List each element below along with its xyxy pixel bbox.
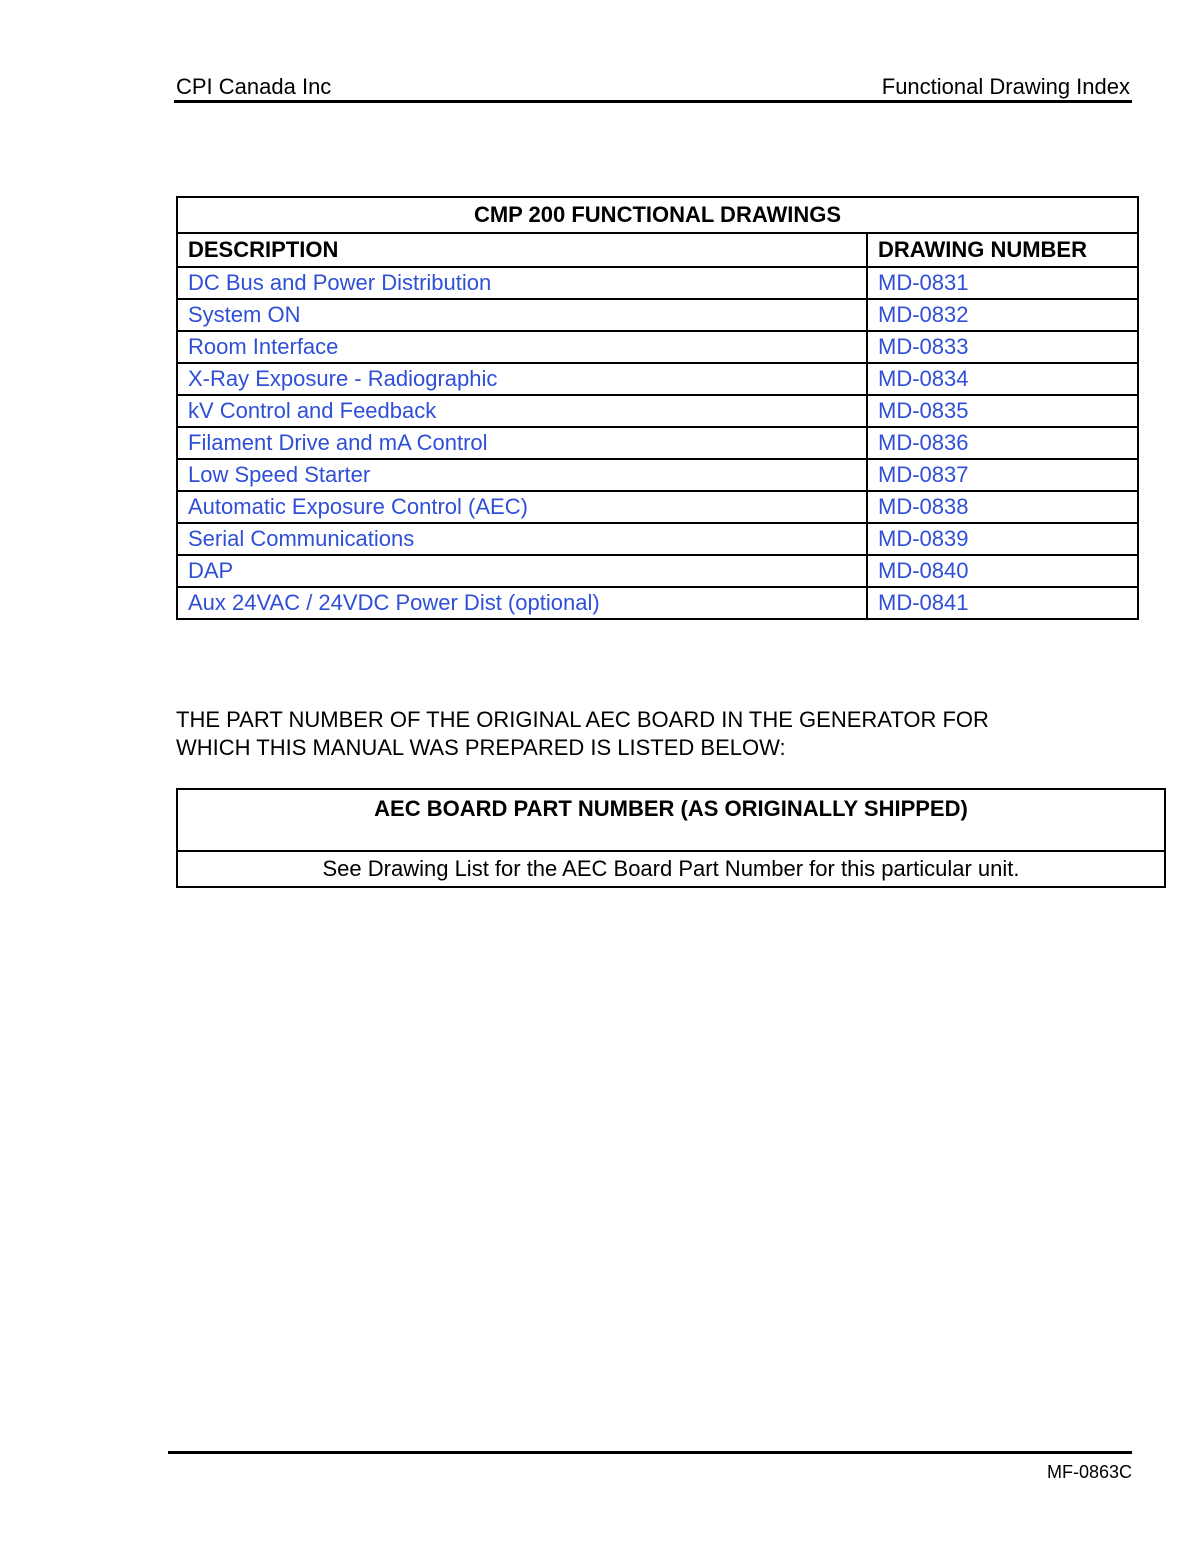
drawing-number-link[interactable]: MD-0833 [878,334,969,359]
drawing-number-link[interactable]: MD-0832 [878,302,969,327]
drawing-number-link[interactable]: MD-0838 [878,494,969,519]
drawing-description-link[interactable]: Aux 24VAC / 24VDC Power Dist (optional) [188,590,600,615]
table-row [177,395,1138,427]
drawing-number-link[interactable]: MD-0839 [878,526,969,551]
drawing-number-link[interactable]: MD-0835 [878,398,969,423]
drawing-number-link[interactable]: MD-0837 [878,462,969,487]
company-name: CPI Canada Inc [176,74,332,99]
document-code: MF-0863C [1046,1462,1132,1482]
drawing-description-link[interactable]: Room Interface [188,334,339,359]
drawing-number-link[interactable]: MD-0841 [878,590,969,615]
drawing-description-link[interactable]: Serial Communications [188,526,415,551]
table-row [177,331,1138,363]
table-row [177,267,1138,299]
notice-line-2: WHICH THIS MANUAL WAS PREPARED IS LISTED BELOW: [176,735,786,760]
table-row [177,587,1138,619]
table-row [177,299,1138,331]
table-row [177,459,1138,491]
drawing-description-link[interactable]: X-Ray Exposure - Radiographic [188,366,498,391]
drawing-number-link[interactable]: MD-0836 [878,430,969,455]
drawing-number-link[interactable]: MD-0831 [878,270,969,295]
table-row [177,491,1138,523]
drawing-number-link[interactable]: MD-0840 [878,558,969,583]
drawing-description-link[interactable]: DAP [188,558,234,583]
drawing-description-link[interactable]: Low Speed Starter [188,462,371,487]
drawing-description-link[interactable]: kV Control and Feedback [188,398,437,423]
table-title: CMP 200 FUNCTIONAL DRAWINGS [177,197,1138,233]
table-row [177,427,1138,459]
notice-line-1: THE PART NUMBER OF THE ORIGINAL AEC BOARD IN THE GENERATOR FOR [176,707,989,732]
table-row [177,555,1138,587]
drawing-number-link[interactable]: MD-0834 [878,366,969,391]
table-row [177,363,1138,395]
aec-part-number-table [176,788,1166,888]
drawing-description-link[interactable]: System ON [188,302,301,327]
drawing-description-link[interactable]: Automatic Exposure Control (AEC) [188,494,528,519]
aec-notice-text [176,706,1136,762]
aec-table-title: AEC BOARD PART NUMBER (AS ORIGINALLY SHIPPED) [177,789,1165,851]
functional-drawings-table [176,196,1139,620]
document-title: Functional Drawing Index [881,74,1130,99]
column-header-drawing-number: DRAWING NUMBER [867,233,1138,267]
drawing-description-link[interactable]: DC Bus and Power Distribution [188,270,492,295]
footer-divider [168,1451,1132,1454]
aec-table-note: See Drawing List for the AEC Board Part Number for this particular unit. [177,851,1165,887]
table-row [177,523,1138,555]
drawing-description-link[interactable]: Filament Drive and mA Control [188,430,488,455]
column-header-description: DESCRIPTION [177,233,867,267]
page-header [174,72,1132,103]
